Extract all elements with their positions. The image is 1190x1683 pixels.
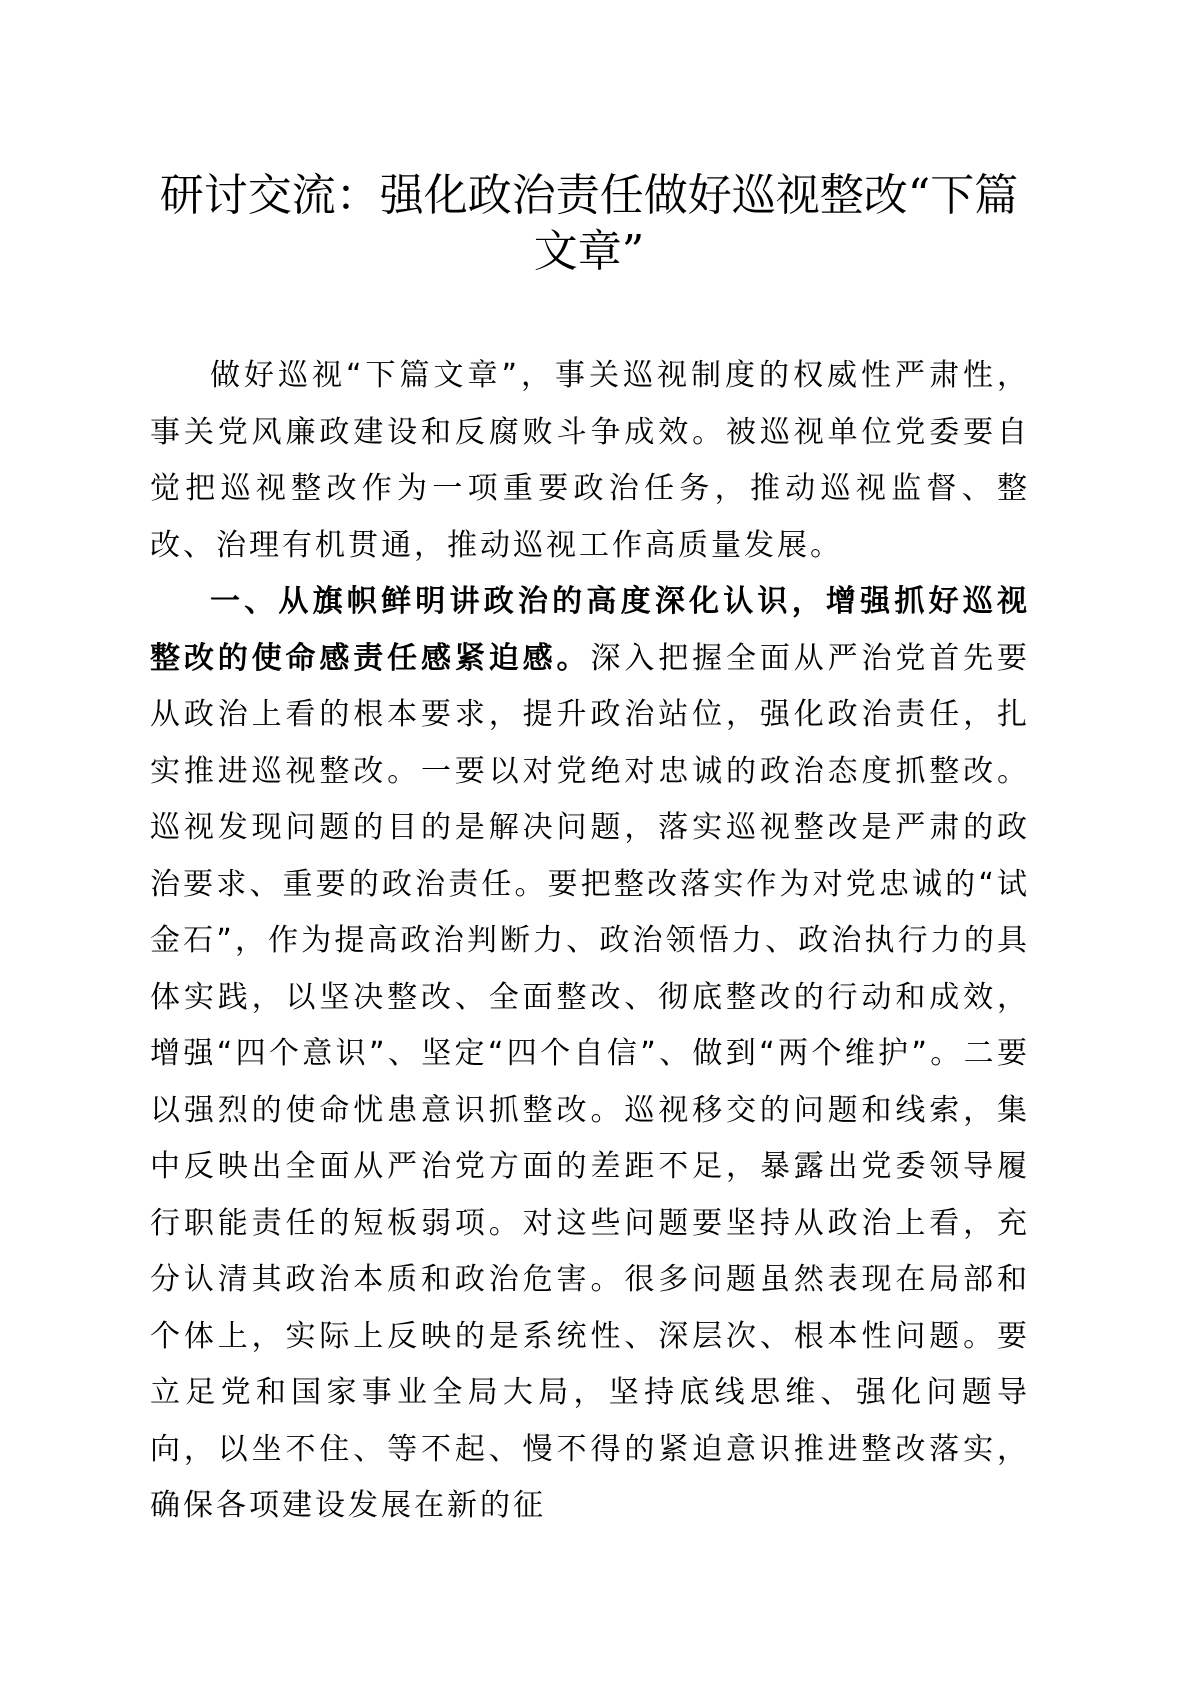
document-body [150, 348, 1030, 1535]
intro-paragraph-text: 做好巡视“下篇文章”，事关巡视制度的权威性严肃性，事关党风廉政建设和反腐败斗争成效。被巡视单位党委要自觉把巡视整改作为一项重要政治任务，推动巡视监督、整改、治理有机贯通，推动巡视工作高质量发展。 [150, 358, 1030, 563]
document-title: 研讨交流：强化政治责任做好巡视整改“下篇文章” [159, 170, 1019, 277]
section-one-text: 深入把握全面从严治党首先要从政治上看的根本要求，提升政治站位，强化政治责任，扎实推进巡视整改。一要以对党绝对忠诚的政治态度抓整改。巡视发现问题的目的是解决问题，落实巡视整改是严肃的政治要求、重要的政治责任。要把整改落实作为对党忠诚的“试金石”，作为提高政治判断力、政治领悟力、政治执行力的具体实践，以坚决整改、全面整改、彻底整改的行动和成效，增强“四个意识”、坚定“四个自信”、做到“两个维护”。二要以强烈的使命忧患意识抓整改。巡视移交的问题和线索，集中反映出全面从严治党方面的差距不足，暴露出党委领导履行职能责任的短板弱项。对这些问题要坚持从政治上看，充分认清其政治本质和政治危害。很多问题虽然表现在局部和个体上，实际上反映的是系统性、深层次、根本性问题。要立足党和国家事业全局大局，坚持底线思维、强化问题导向，以坐不住、等不起、慢不得的紧迫意识推进整改落实，确保各项建设发展在新的征 [150, 640, 1031, 1523]
section-one-heading: 一、从旗帜鲜明讲政治的高度深化认识，增强抓好巡视整改的使命感责任感紧迫感。 [150, 584, 1030, 676]
intro-paragraph [150, 348, 1030, 574]
section-one-paragraph [150, 574, 1030, 1535]
